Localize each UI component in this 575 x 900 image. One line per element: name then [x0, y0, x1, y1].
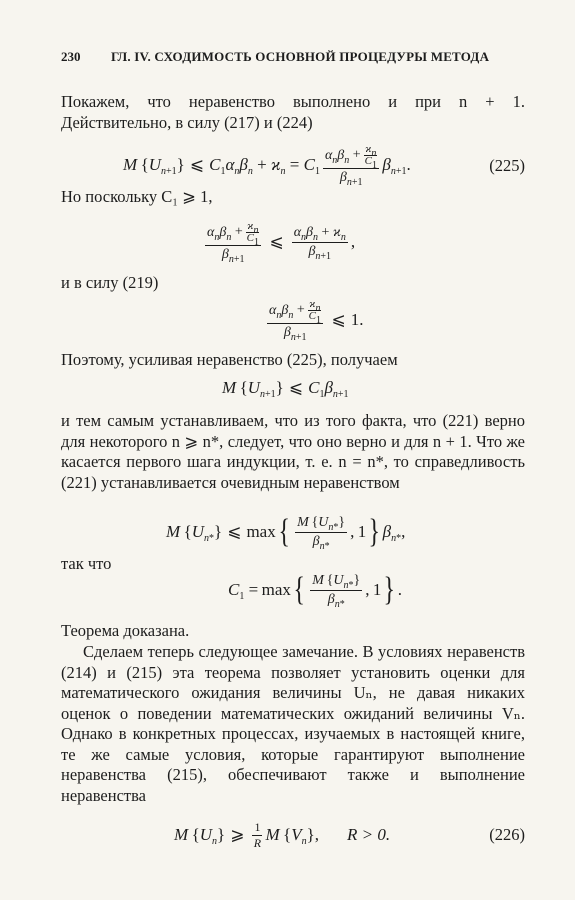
running-title: ГЛ. IV. СХОДИМОСТЬ ОСНОВНОЙ ПРОЦЕДУРЫ МЕТОДА	[111, 49, 490, 64]
equation-225: M $\{U_{n+1}\}$ ⩽ $C_1\alpha_n\beta_n + ϰ_n = C_1$ $\alpha_n\beta_n$ + $\frac{ϰ_n}{C_1}$ $\beta_{n+1}$ $\beta_{n+1}$.	[123, 143, 411, 188]
equation-c1-definition: $C_1$ = max { $\frac{M \{U_{n*}\}}{\beta_{n*}}$ , 1 } .	[228, 571, 402, 610]
inequality-c1: $\alpha_n\beta_n$ + $\frac{ϰ_n}{C_1}$ $\beta_{n+1}$ ⩽ $\frac{\alpha_n\beta_n + ϰ_n}{\beta_{n+1}}$ ,	[207, 220, 356, 265]
line-theorem-proved: Теорема доказана.	[61, 621, 190, 640]
line-therefore: Поэтому, усиливая неравенство (225), получаем	[61, 350, 398, 369]
inequality-base-case: M $\{U_{n*}\}$ ⩽ max { $\frac{M \{U_{n*}\}}{\beta_{n*}}$ , 1 } $\beta_{n*}$,	[166, 513, 406, 552]
line-but-since: Но поскольку C₁ ⩾ 1,	[61, 187, 213, 206]
equation-number-225: (225)	[489, 156, 525, 175]
max-operator: max	[246, 522, 276, 541]
equation-number-226: (226)	[489, 825, 525, 844]
max-operator: max	[261, 580, 291, 599]
inequality-strengthened: M $\{U_{n+1}\}$ ⩽ $C_1\beta_{n+1}$	[222, 378, 349, 400]
paragraph-remark: Сделаем теперь следующее замечание. В условиях неравенств (214) и (215) эта теорема позволяет установить оценки для математического ожидания величины Uₙ, не давая никаких оценок о поведении математических ожиданий величины Vₙ. Однако в конкретных процессах, изучаемых в настоящей книге, те же самые условия, которые гарантируют выполнение неравенства (215), обеспечивают также и выполнение неравенства	[61, 642, 525, 805]
line-so-that: так что	[61, 554, 112, 573]
r-condition: R > 0.	[347, 825, 391, 844]
inequality-le-one: $\alpha_n\beta_n$ + $\frac{ϰ_n}{C_1}$ $\beta_{n+1}$ ⩽ 1.	[269, 298, 364, 343]
paragraph-intro: Покажем, что неравенство выполнено и при n + 1. Действительно, в силу (217) и (224)	[61, 92, 525, 132]
line-by-219: и в силу (219)	[61, 273, 159, 292]
equation-226: M $\{U_n\}$ ⩾ $\frac{1}{R}$ M $\{V_n\}$, R > 0.	[174, 819, 391, 850]
paragraph-induction: и тем самым устанавливаем, что из того факта, что (221) верно для некоторого n ⩾ n*, следует, что оно верно и для n + 1. Что же касается первого шага индукции, т. е. n = n*, то справедливость (221) устанавливается очевидным неравенством	[61, 411, 525, 492]
page-number: 230	[61, 49, 81, 64]
